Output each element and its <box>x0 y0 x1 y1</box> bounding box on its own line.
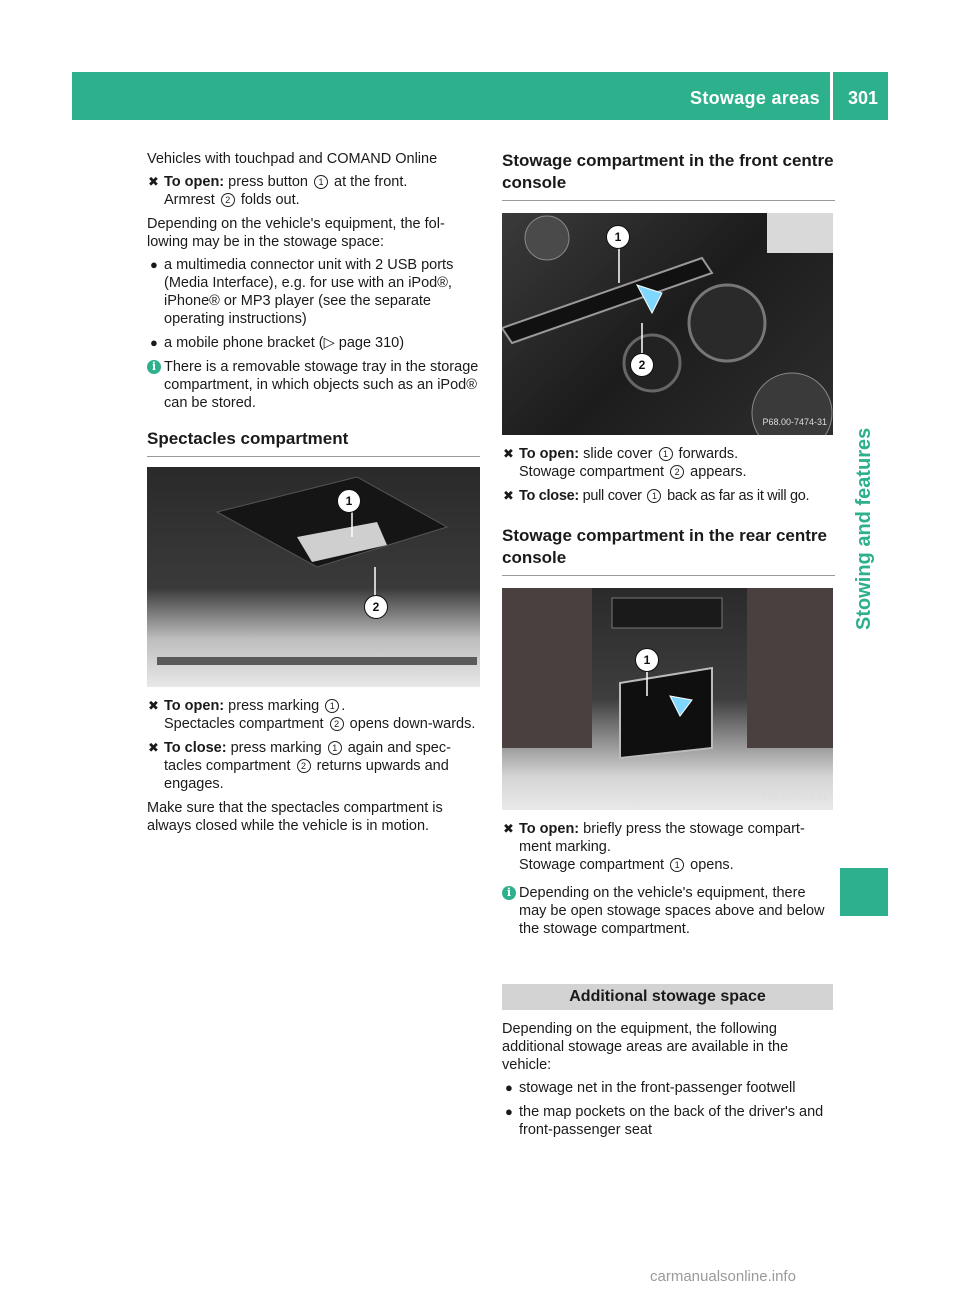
step-text: slide cover <box>583 446 653 462</box>
info-icon: i <box>147 360 161 374</box>
step-text: again and spec-tacles compartment <box>164 740 451 774</box>
photo-code: P68.00-7473-31 <box>409 669 474 679</box>
list-item <box>502 1103 835 1139</box>
bullet-icon: ● <box>150 257 158 272</box>
list-item <box>147 334 480 352</box>
step-text: at the front. <box>334 174 408 190</box>
callout-2-icon: 2 <box>221 193 235 207</box>
info-note <box>502 884 835 938</box>
list-item-text: the map pockets on the back of the driver's and front-passenger seat <box>519 1104 824 1138</box>
section-heading: Spectacles compartment <box>147 428 480 457</box>
step-arrow-icon: ✖ <box>503 821 514 836</box>
list-item-text: stowage net in the front-passenger footwell <box>519 1080 796 1096</box>
step-close-spectacles <box>147 739 480 793</box>
equipment-paragraph: Depending on the vehicle's equipment, the fol-lowing may be in the stowage space: <box>147 216 445 250</box>
list-item <box>147 256 480 328</box>
section-band <box>502 984 833 1010</box>
header-divider <box>830 72 833 120</box>
step-open-armrest <box>147 173 480 209</box>
list-item <box>502 1079 835 1097</box>
side-tab-marker <box>840 868 888 916</box>
step-text: Spectacles compartment <box>164 716 324 732</box>
callout-1-icon: 1 <box>647 489 661 503</box>
step-text: folds out. <box>240 192 300 208</box>
step-label: To close: <box>164 740 227 756</box>
front-console-photo <box>502 213 833 435</box>
bullet-icon: ● <box>150 335 158 350</box>
step-label: To close: <box>519 488 579 504</box>
callout-2-icon: 2 <box>330 717 344 731</box>
callout-1-icon: 1 <box>635 648 659 672</box>
step-text: opens. <box>690 857 734 873</box>
step-label: To open: <box>519 446 580 462</box>
safety-paragraph: Make sure that the spectacles compartment is always closed while the vehicle is in motion. <box>147 800 443 834</box>
bullet-icon: ● <box>505 1080 513 1095</box>
slide-cover <box>502 258 712 343</box>
callout-2-icon: 2 <box>297 759 311 773</box>
band-heading: Additional stowage space <box>569 988 766 1005</box>
step-label: To open: <box>164 174 225 190</box>
callout-1-icon: 1 <box>328 741 342 755</box>
mirror-edge <box>157 657 477 665</box>
step-text: press marking <box>228 698 320 714</box>
photo-code: P68.00-7475-31 <box>762 792 827 802</box>
section-heading: Stowage compartment in the rear centre console <box>502 525 835 576</box>
step-text: back as far as it will go. <box>667 488 810 504</box>
callout-1-icon: 1 <box>325 699 339 713</box>
step-text: . <box>341 698 346 714</box>
step-arrow-icon: ✖ <box>148 740 159 755</box>
step-label: To open: <box>519 821 580 837</box>
step-arrow-icon: ✖ <box>503 488 514 503</box>
callout-2-icon: 2 <box>670 465 684 479</box>
spectacles-compartment-photo <box>147 467 480 687</box>
step-text: Armrest <box>164 192 215 208</box>
intro-text: Vehicles with touchpad and COMAND Online <box>147 151 438 167</box>
step-text: Stowage compartment <box>519 857 665 873</box>
seat-right <box>747 588 833 748</box>
step-text: appears. <box>690 464 747 480</box>
step-text: press marking <box>230 740 322 756</box>
right-column <box>502 150 835 944</box>
step-text: pull cover <box>582 488 642 504</box>
page-number: 301 <box>847 88 878 108</box>
step-text: press button <box>228 174 308 190</box>
cup-holder <box>689 285 765 361</box>
callout-1-icon: 1 <box>659 447 673 461</box>
step-text: returns upwards and engages. <box>164 758 449 792</box>
callout-1-icon: 1 <box>337 489 361 513</box>
step-close-front <box>502 487 835 505</box>
step-label: To open: <box>164 698 225 714</box>
callout-1-icon: 1 <box>606 225 630 249</box>
page-header <box>72 72 888 120</box>
step-text: briefly press the stowage compart-ment marking. <box>519 821 805 855</box>
additional-paragraph: Depending on the equipment, the following additional stowage areas are available in the vehicle: <box>502 1021 789 1073</box>
bullet-icon: ● <box>505 1104 513 1119</box>
step-arrow-icon: ✖ <box>148 174 159 189</box>
list-item-text: a multimedia connector unit with 2 USB ports (Media Interface), e.g. for use with an iPod®, iPhone® or MP3 player (see the separate operating instructions) <box>164 257 454 327</box>
side-tab-label: Stowing and features <box>853 427 875 630</box>
section-heading: Stowage compartment in the front centre console <box>502 150 835 201</box>
seat-left <box>502 588 592 748</box>
step-text: Stowage compartment <box>519 464 665 480</box>
section-title: Stowage areas <box>690 88 820 108</box>
info-icon: i <box>502 886 516 900</box>
step-open-front <box>502 445 835 481</box>
step-open-spectacles <box>147 697 480 733</box>
list-item-text: a mobile phone bracket (▷ page 310) <box>164 335 405 351</box>
photo-illustration <box>502 588 833 810</box>
air-vent <box>612 598 722 628</box>
knob-shape <box>525 216 569 260</box>
step-arrow-icon: ✖ <box>148 698 159 713</box>
callout-2-icon: 2 <box>364 595 388 619</box>
callout-1-icon: 1 <box>670 858 684 872</box>
side-tab <box>853 330 893 730</box>
step-arrow-icon: ✖ <box>503 446 514 461</box>
step-text: forwards. <box>678 446 739 462</box>
info-note <box>147 358 480 412</box>
step-open-rear <box>502 820 835 874</box>
photo-code: P68.00-7474-31 <box>762 417 827 427</box>
seat-edge <box>767 213 833 253</box>
stowage-compartment <box>620 668 712 758</box>
step-text: opens down-wards. <box>349 716 476 732</box>
callout-2-icon: 2 <box>630 353 654 377</box>
info-text: There is a removable stowage tray in the storage compartment, in which objects such as an iPod® can be stored. <box>164 359 479 411</box>
callout-1-icon: 1 <box>314 175 328 189</box>
rear-console-photo <box>502 588 833 810</box>
photo-illustration <box>147 467 480 687</box>
additional-stowage-text <box>502 1020 835 1145</box>
photo-illustration <box>502 213 833 435</box>
info-text: Depending on the vehicle's equipment, there may be open stowage spaces above and below the stowage compartment. <box>519 885 825 937</box>
left-column <box>147 150 480 835</box>
site-watermark: carmanualsonline.info <box>650 1268 796 1285</box>
